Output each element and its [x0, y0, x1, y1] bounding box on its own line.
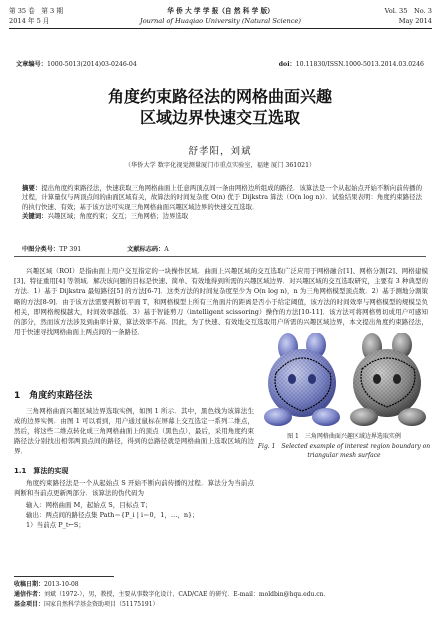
algorithm-line: 输出：两点间的路径点集 Path＝{P_i | i＝0，1，…，n}；: [26, 511, 199, 519]
keywords: [22, 212, 422, 221]
date-en: May 2014: [398, 17, 432, 25]
article-no-label: 文章编号：: [16, 61, 47, 68]
mesh-figure: [256, 333, 432, 427]
header-center: [9, 6, 432, 26]
abstract-text: 提出角度约束路径法，快速获取三角网格曲面上任意两顶点间一条由网格边所组成的路径．该算法是一个从起始点开始不断向前传播的过程，计算量仅与两顶点间的曲面区域有关，故算法的时间复杂度 O(n) 优于 Dijkstra 算法（O(n log n)）．试验结果表明：角度约束路径法的执行快速、有效；基于该方法可实现三角网格曲面兴趣区域边界的快速交互选取．: [22, 184, 422, 211]
section-1-paragraph: 三角网格曲面兴趣区域边界选取实例，如图 1 所示．其中，黑色线为该算法生成的边界实例．由图 1 可以看到，用户通过鼠标在屏幕上交互选定一系列二维点，然后，将这些二维点转化成三角网格曲面上的顶点（黑色点），最后，采用角度约束路径法分别找出相邻两顶点间的路径，得到的总路径就是网格曲面上选取区域的边界．: [14, 407, 254, 455]
fund-info: 国家自然科学基金资助项目（51175191）: [44, 601, 159, 608]
vol-issue-cn: 第 35 卷 第 3 期: [9, 7, 63, 15]
received-date: 2013-10-08: [44, 581, 79, 588]
received-label: 收稿日期：: [14, 581, 45, 588]
algorithm-line: 输入：网格曲面 M，起始点 S，目标点 T；: [26, 501, 152, 509]
affiliation: （华侨大学 数字化视觉测量厦门市重点实验室，福建 厦门 361021）: [124, 162, 316, 169]
title-line-1: 角度约束路径法的网格曲面兴趣: [107, 87, 332, 106]
keywords-text: 兴趣区域；角度约束；交互；三角网格；边界选取: [47, 211, 189, 220]
abstract-divider: [14, 256, 426, 257]
code: A: [164, 246, 169, 253]
header-rule: [9, 28, 432, 29]
clc-label: 中图分类号：: [22, 246, 60, 253]
article-meta: [16, 60, 424, 69]
footnote-fund: [14, 600, 428, 609]
classification: [22, 244, 422, 253]
figure-1-caption-cn: 图 1 三角网格曲面兴趣区域边界选取实例: [287, 433, 401, 440]
footnote-rule: [14, 576, 114, 577]
clc-block: [22, 246, 103, 253]
clc: TP 391: [59, 246, 82, 253]
footnote-author: [14, 590, 428, 599]
article-no: 1000-5013(2014)03-0246-04: [46, 61, 137, 68]
subsection-1-1-paragraph: 角度约束路径法是一个从起始点 S 开始不断向前传播的过程．算法分为当前点判断和当前点更新两部分．该算法的伪代码为: [14, 479, 254, 497]
section-1-heading: 1 角度约束路径法: [14, 391, 93, 401]
date-cn: 2014 年 5 月: [9, 17, 50, 25]
code-label: 文献标志码：: [127, 246, 165, 253]
journal-en: Journal of Huaqiao University (Natural Science): [140, 17, 301, 25]
running-header: [9, 6, 432, 46]
algorithm-line: 1）当前点 P_t←S；: [26, 521, 85, 529]
authors: 舒孝阳，刘斌: [188, 146, 252, 157]
header-right: [385, 6, 432, 26]
abstract: [22, 184, 422, 221]
introduction-paragraph: 兴趣区域（ROI）是指曲面上用户交互指定的一块操作区域．曲面上兴趣区域的交互选取广泛应用于网格融合[1]、网格分割[2]、网格建模[3]、特征重用[4] 等领域．解决该问题的目标是快速、简单、有效地得到所需的兴趣区域边界．对兴趣区域的交互选取研究，主要有 3 种典型的方法．1）基于 Dijkstra 最短路径[5] 的方法[6-7]．这类方法的时间复杂度至少为 O(n log n)，n 为三角网格模型顶点数．2）基于测地分割策略的方法[8-9]．由于该方法需要判断切平面 T，和网格模型上所有三角面片的距离是否小于给定阈值，该方法的时间效率与网格模型的规模呈负相关，即网格规模越大，时间效率越低．3）基于智能剪刀（intelligent scissoring）操作的方法[10-11]．该方法可将网格剪切成用户可感知的部分，然而该方法涉及到曲率计算，算法效率不高．因此，为了快速、有效地交互选取用户所需的兴趣区域边界，本文提出角度约束路径法，用于快速寻找网格曲面上两点间的一条路径．: [14, 267, 428, 337]
gray-mesh-model: [350, 333, 426, 426]
code-block: [127, 246, 191, 253]
vol-issue-en: Vol. 35 No. 3: [384, 7, 432, 15]
figure-1-caption-en: Fig. 1 Selected example of interest region boundary on triangular mesh surface: [257, 443, 431, 459]
figure-1: [256, 333, 432, 427]
fund-label: 基金项目：: [14, 601, 45, 608]
footnote-received: [14, 580, 428, 589]
doi-label: doi：: [278, 61, 296, 68]
doi: 10.11830/ISSN.1000-5013.2014.03.0246: [295, 61, 424, 68]
subsection-1-1-heading: 1.1 算法的实现: [14, 467, 69, 475]
paper-title: [0, 86, 440, 128]
blue-mesh-model: [264, 333, 340, 426]
title-line-2: 区域边界快速交互选取: [139, 108, 300, 127]
doi-block: [279, 60, 424, 69]
keywords-label: 关键词：: [22, 211, 48, 220]
abstract-label: 摘要：: [22, 184, 42, 192]
author-info: 刘斌（1972-），男，教授，主要从事数字化设计、CAD/CAE 的研究．E-mail：moldbin@hqu.edu.cn．: [44, 591, 330, 598]
author-label: 通信作者：: [14, 591, 45, 598]
journal-cn: 华 侨 大 学 学 报（自 然 科 学 版）: [167, 7, 274, 15]
